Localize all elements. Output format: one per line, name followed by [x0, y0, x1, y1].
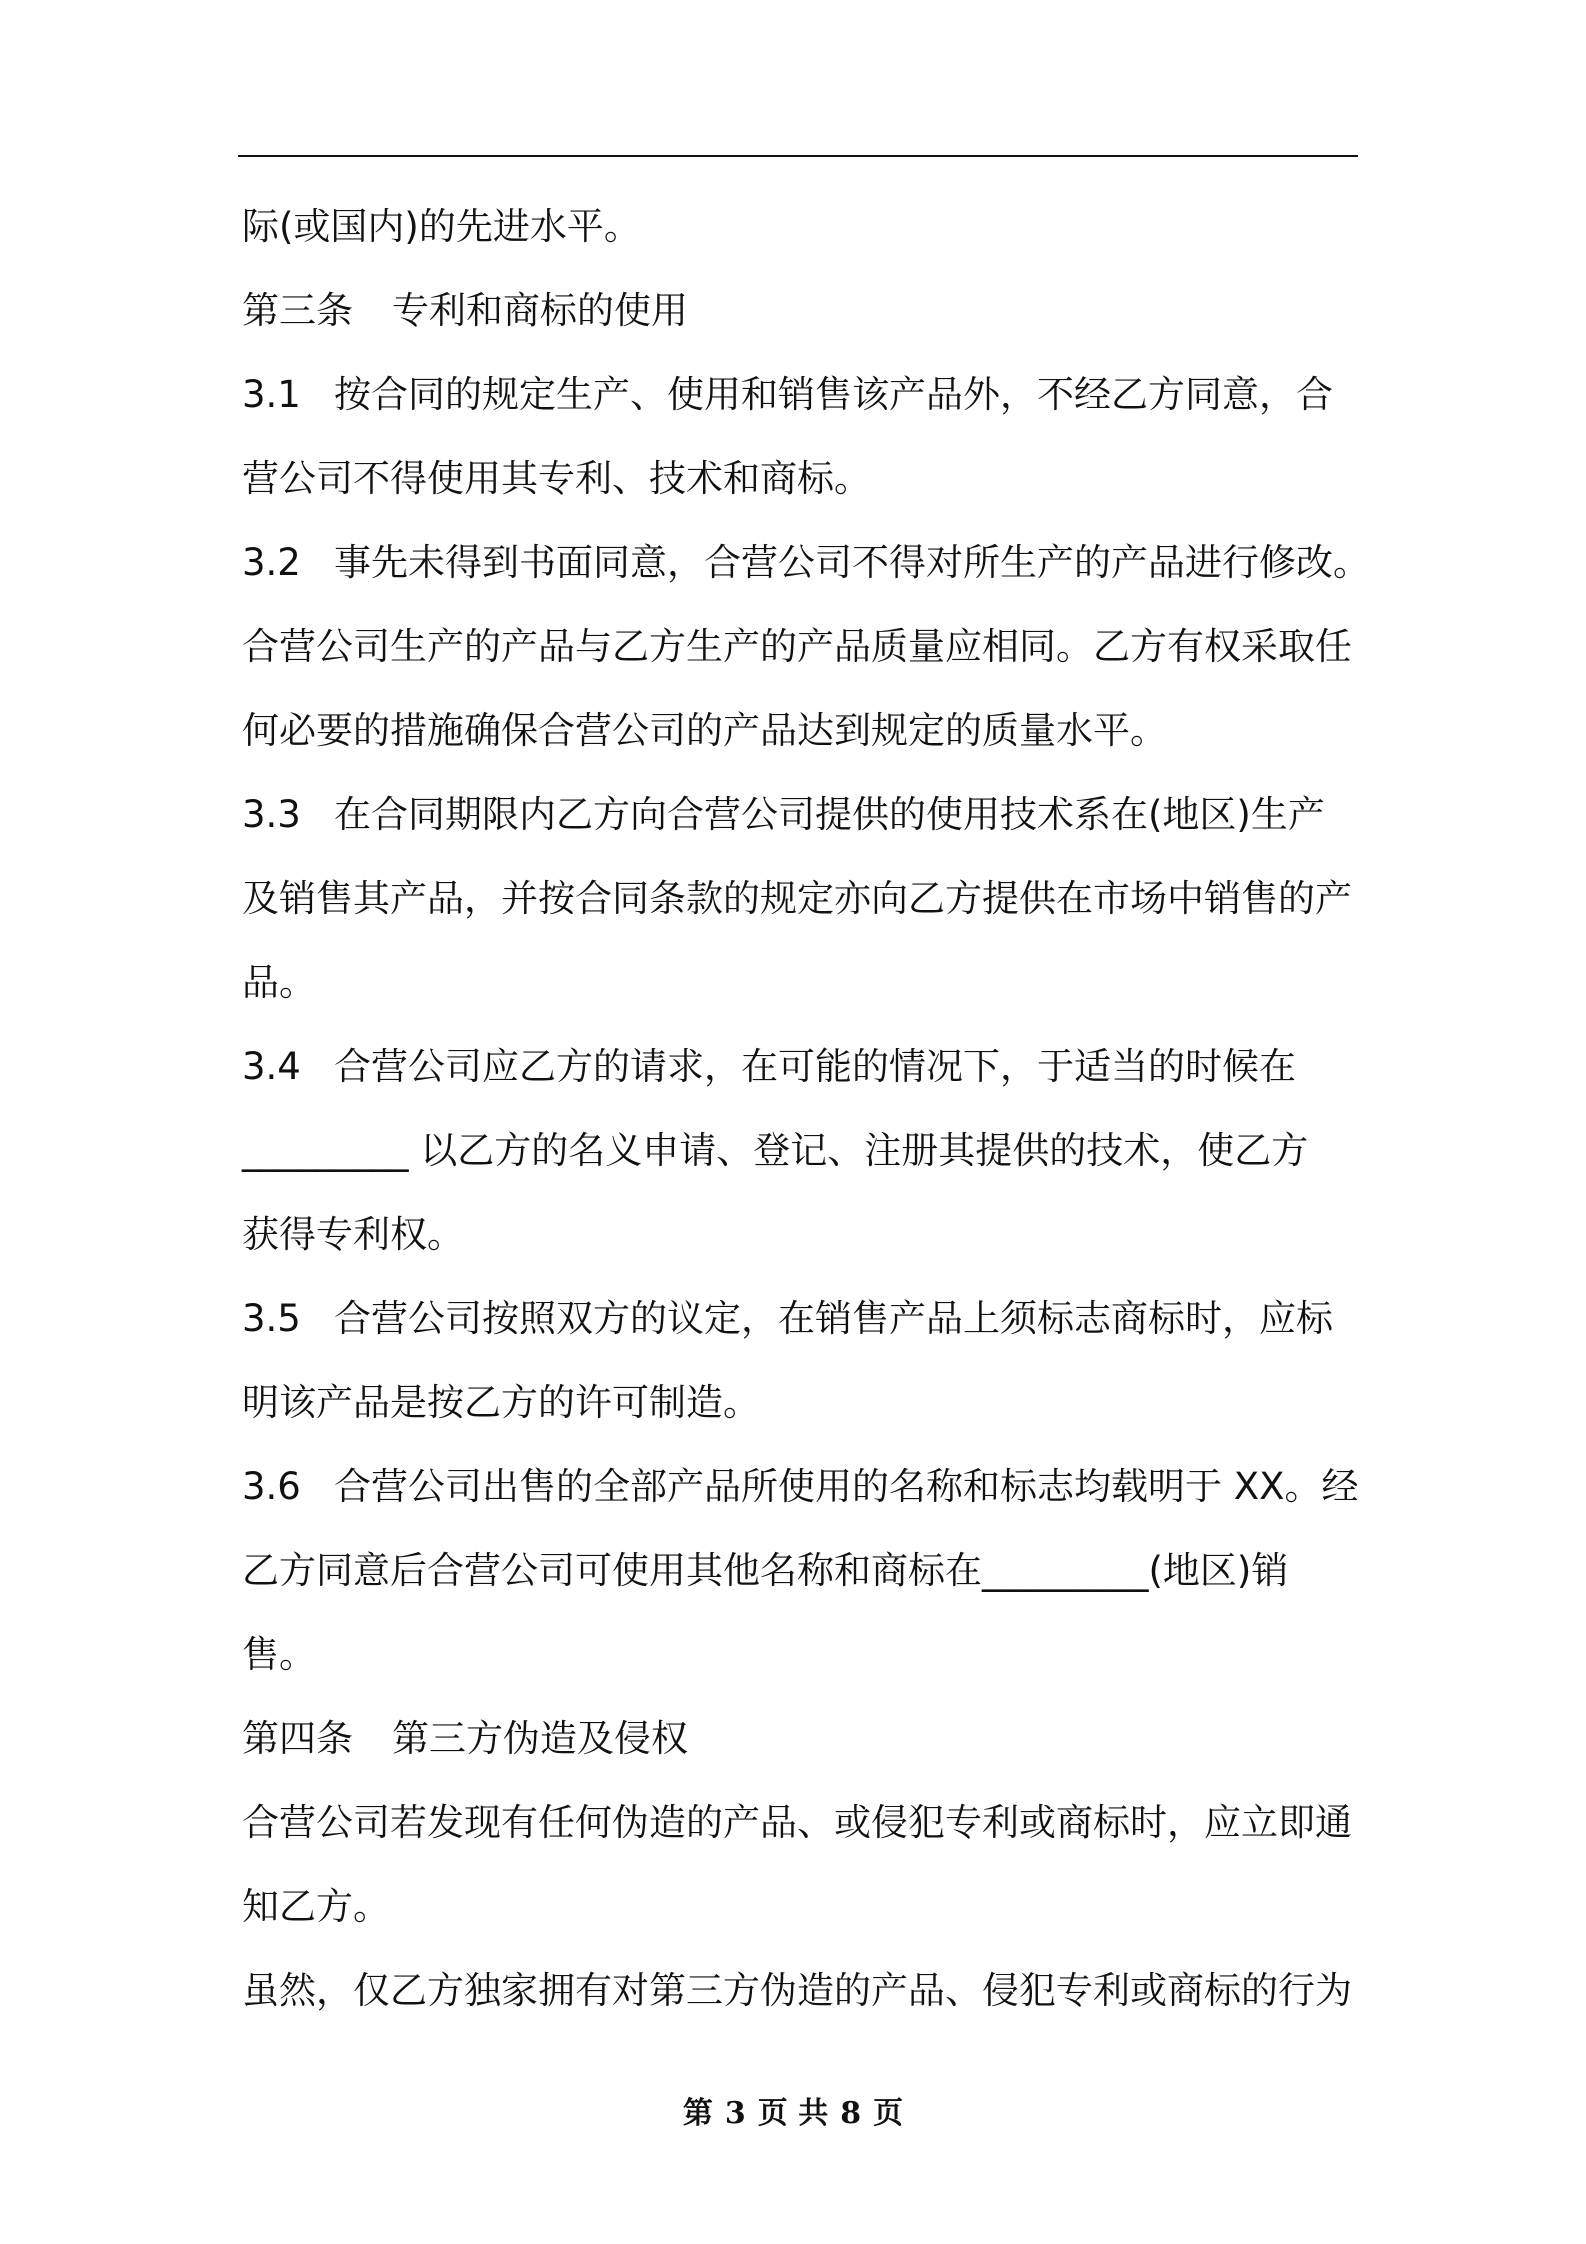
- clause-line: 3.2 事先未得到书面同意，合营公司不得对所生产的产品进行修改。: [242, 541, 1370, 584]
- current-page: 3: [724, 2096, 746, 2131]
- clause-line: 3.6 合营公司出售的全部产品所使用的名称和标志均载明于 XX。经: [242, 1465, 1359, 1508]
- text-line: 及销售其产品，并按合同条款的规定亦向乙方提供在市场中销售的产: [242, 877, 1352, 920]
- text-line: 售。: [242, 1633, 316, 1676]
- page-middle: 页 共: [757, 2096, 829, 2131]
- text-line: 获得专利权。: [242, 1213, 464, 1256]
- text-line: 合营公司生产的产品与乙方生产的产品质量应相同。乙方有权采取任: [242, 625, 1352, 668]
- text-line: 明该产品是按乙方的许可制造。: [242, 1381, 760, 1424]
- text-line: 营公司不得使用其专利、技术和商标。: [242, 457, 871, 500]
- clause-line: 3.3 在合同期限内乙方向合营公司提供的使用技术系在(地区)生产: [242, 793, 1325, 836]
- total-pages: 8: [840, 2096, 862, 2131]
- page-prefix: 第: [682, 2096, 713, 2131]
- text-line: _________ 以乙方的名义申请、登记、注册其提供的技术，使乙方: [242, 1129, 1309, 1172]
- text-line: 何必要的措施确保合营公司的产品达到规定的质量水平。: [242, 709, 1167, 752]
- page-number: [0, 2094, 1586, 2134]
- clause-line: 3.4 合营公司应乙方的请求，在可能的情况下，于适当的时候在: [242, 1045, 1296, 1088]
- clause-line: 3.1 按合同的规定生产、使用和销售该产品外，不经乙方同意，合: [242, 373, 1333, 416]
- header-rule: [238, 155, 1358, 157]
- text-line: 乙方同意后合营公司可使用其他名称和商标在_________(地区)销: [242, 1549, 1289, 1592]
- article-heading: 第三条 专利和商标的使用: [242, 289, 688, 332]
- text-line: 合营公司若发现有任何伪造的产品、或侵犯专利或商标时，应立即通: [242, 1801, 1352, 1844]
- article-heading: 第四条 第三方伪造及侵权: [242, 1717, 688, 1760]
- text-line: 品。: [242, 961, 316, 1004]
- clause-line: 3.5 合营公司按照双方的议定，在销售产品上须标志商标时，应标: [242, 1297, 1333, 1340]
- page-suffix: 页: [873, 2096, 904, 2131]
- text-line: 虽然，仅乙方独家拥有对第三方伪造的产品、侵犯专利或商标的行为: [242, 1969, 1352, 2012]
- text-line: 际(或国内)的先进水平。: [242, 205, 641, 248]
- text-line: 知乙方。: [242, 1885, 390, 1928]
